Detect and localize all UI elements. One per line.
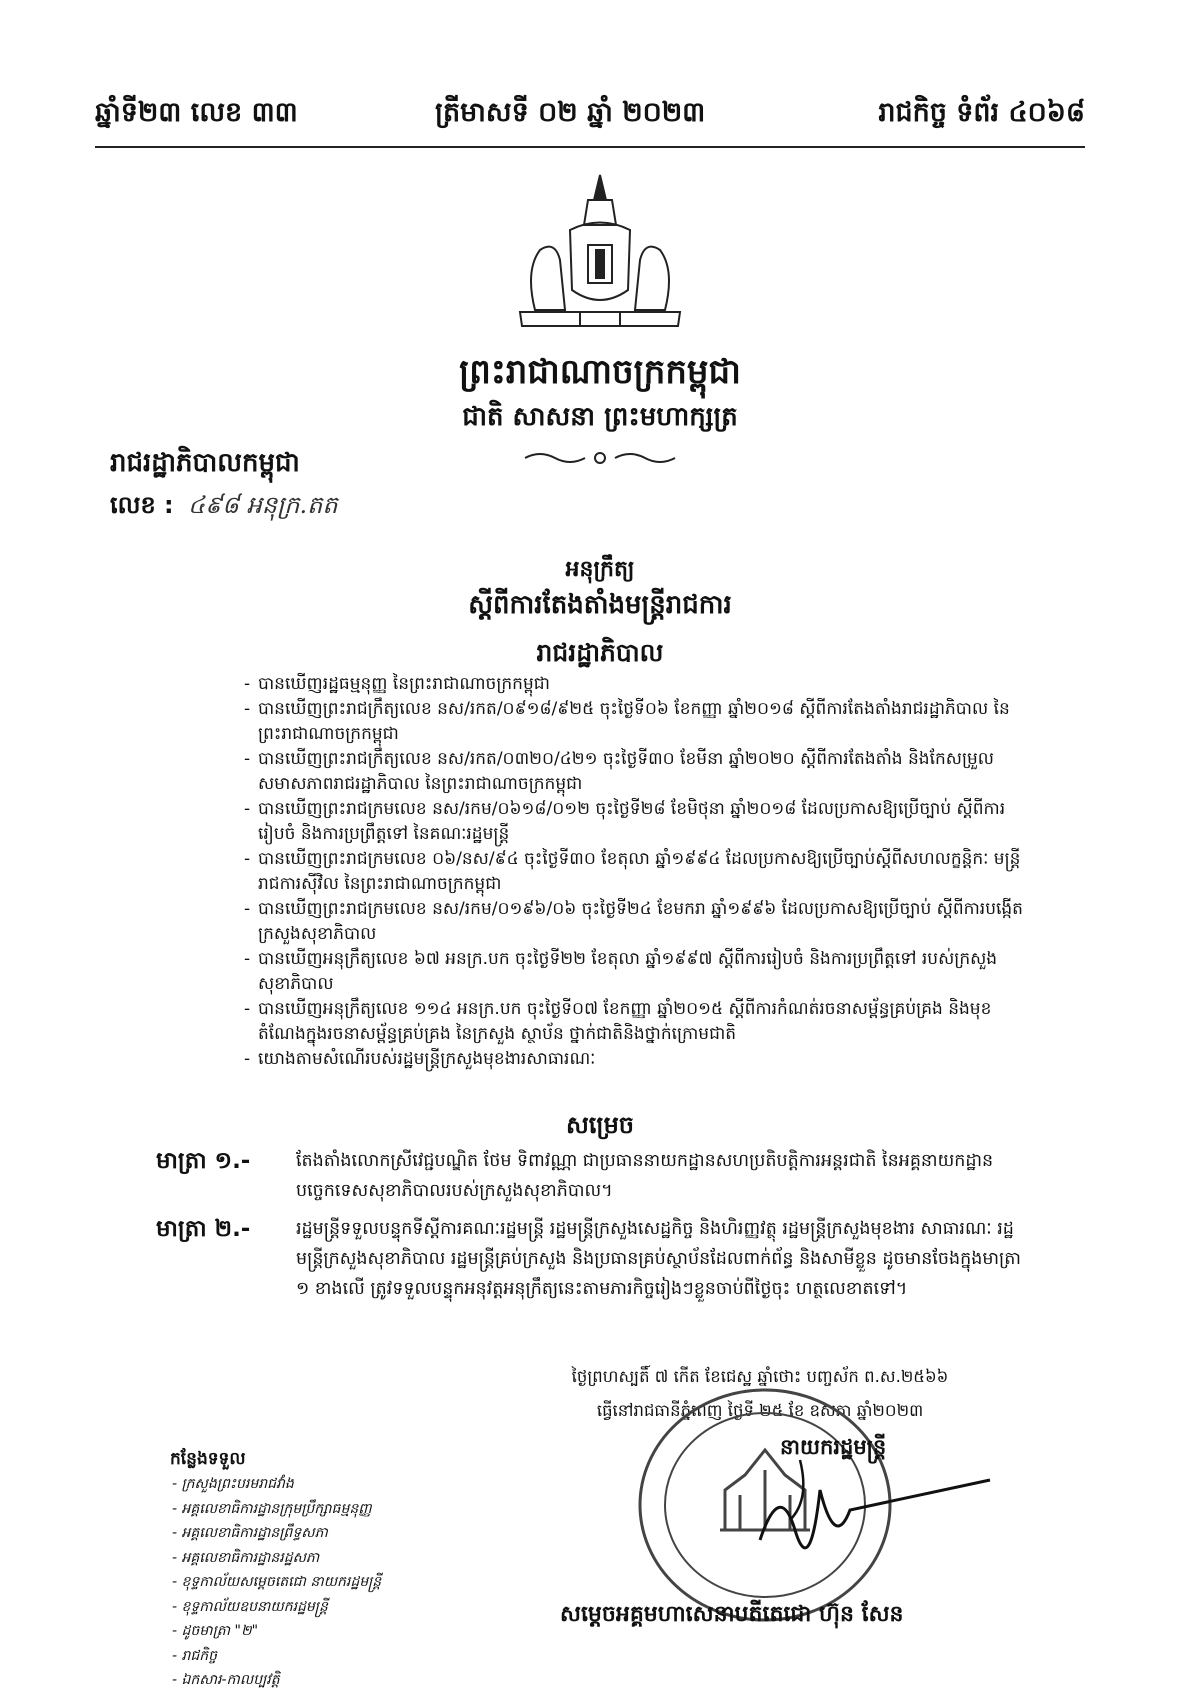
document-type: អនុក្រឹត្យ: [565, 557, 635, 582]
signatory-title: នាយករដ្ឋមន្ត្រី: [780, 1435, 887, 1459]
recipient-item: - ឯកសារ-កាលប្បវត្តិ: [172, 1672, 280, 1688]
gazette-year-number: ឆ្នាំទី២៣ លេខ ៣៣: [95, 97, 298, 128]
article-1: [156, 1146, 1028, 1206]
article-label: មាត្រា ១.-: [156, 1148, 251, 1174]
preamble-list: [248, 672, 1028, 1072]
preamble-item: - យោងតាមសំណើរបស់រដ្ឋមន្ត្រីក្រសួងមុខងារសាធារណៈ: [248, 1047, 1028, 1072]
recipient-item: - អគ្គលេខាធិការដ្ឋានរដ្ឋសភា: [172, 1549, 320, 1566]
article-label: មាត្រា ២.-: [156, 1216, 251, 1242]
article-text: រដ្ឋមន្ត្រីទទួលបន្ទុកទីស្តីការគណៈរដ្ឋមន្ត្រី រដ្ឋមន្ត្រីក្រសួងសេដ្ឋកិច្ច និងហិរញ្ញវត្ថុ រដ្ឋមន្ត្រីក្រសួងមុខងារ សាធារណៈ រដ្ឋមន្ត្រីក្រសួងសុខាភិបាល រដ្ឋមន្ត្រីគ្រប់ក្រសួង និងប្រធានគ្រប់ស្ថាប័នដែលពាក់ព័ន្ធ និងសាមីខ្លួន ដូចមានចែងក្នុងមាត្រា ១ ខាងលើ ត្រូវទទួលបន្ទុកអនុវត្តអនុក្រឹត្យនេះតាមភារកិច្ចរៀងៗខ្លួនចាប់ពីថ្ងៃចុះ ហត្ថលេខាតទៅ។: [296, 1219, 1021, 1299]
gazette-header: [95, 96, 1085, 136]
solar-date: ធ្វើនៅរាជធានីភ្នំពេញ ថ្ងៃទី ២៥ ខែ ឧសភា ឆ្នាំ២០២៣: [596, 1401, 924, 1420]
recipient-item: - ខុទ្ទកាល័យសម្តេចតេជោ នាយករដ្ឋមន្ត្រី: [172, 1574, 382, 1590]
preamble-item: - បានឃើញព្រះរាជក្រមលេខ នស/រកម/០៦១៨/០១២ ចុះថ្ងៃទី២៨ ខែមិថុនា ឆ្នាំ២០១៨ ដែលប្រកាសឱ្យប្រើច្បាប់ ស្តីពីការរៀបចំ និងការប្រព្រឹត្តទៅ នៃគណៈរដ្ឋមន្ត្រី: [248, 797, 1028, 847]
national-motto: ជាតិ សាសនា ព្រះមហាក្សត្រ: [462, 402, 738, 432]
handwritten-signature-icon: [740, 1420, 1000, 1560]
article-text: តែងតាំងលោកស្រីវេជ្ជបណ្ឌិត ថែម ទិពាវណ្ណា ជាប្រធាននាយកដ្ឋានសហប្រតិបត្តិការអន្តរជាតិ នៃអគ្គនាយកដ្ឋានបច្ចេកទេសសុខាភិបាលរបស់ក្រសួងសុខាភិបាល។: [296, 1151, 994, 1201]
recipient-item: - ខុទ្ទកាល័យឧបនាយករដ្ឋមន្ត្រី: [172, 1598, 328, 1615]
royal-coat-of-arms-icon: [510, 170, 690, 330]
signatory-name: សម្តេចអគ្គមហាសេនាបតីតេជោ ហ៊ុន សែន: [560, 1602, 904, 1627]
preamble-item: - បានឃើញរដ្ឋធម្មនុញ្ញ នៃព្រះរាជាណាចក្រកម្ពុជា: [248, 672, 1028, 697]
issuing-authority: រាជរដ្ឋាភិបាល: [536, 638, 664, 667]
preamble-item: - បានឃើញអនុក្រឹត្យលេខ ៦៧ អនក្រ.បក ចុះថ្ងៃទី២២ ខែតុលា ឆ្នាំ១៩៩៧ ស្តីពីការរៀបចំ និងការប្រព្រឹត្តទៅ របស់ក្រសួងសុខាភិបាល: [248, 947, 1028, 997]
recipient-item: - អគ្គលេខាធិការដ្ឋានក្រុមប្រឹក្សាធម្មនុញ្ញ: [172, 1500, 372, 1517]
reference-label: លេខ :: [110, 491, 174, 519]
article-2: [156, 1214, 1028, 1304]
recipient-item: - រាជកិច្ច: [172, 1647, 218, 1664]
recipients-heading: កន្លែងទទួល: [170, 1449, 246, 1469]
gazette-page: រាជកិច្ច ទំព័រ ៤០៦៨: [878, 97, 1085, 128]
kingdom-name: ព្រះរាជាណាចក្រកម្ពុជា: [459, 352, 741, 392]
lunar-date: ថ្ងៃព្រហស្បតិ៍ ៧ កើត ខែជេស្ឋ ឆ្នាំថោះ បញ្ចស័ក ព.ស.២៥៦៦: [571, 1367, 949, 1386]
preamble-item: - បានឃើញព្រះរាជក្រមលេខ ០៦/នស/៩៤ ចុះថ្ងៃទី៣០ ខែតុលា ឆ្នាំ១៩៩៤ ដែលប្រកាសឱ្យប្រើច្បាប់ស្តីពីសហលក្ខន្តិកៈ មន្ត្រីរាជការស៊ីវិល នៃព្រះរាជាណាចក្រកម្ពុជា: [248, 847, 1028, 897]
preamble-item: - បានឃើញព្រះរាជក្រឹត្យលេខ នស/រកត/០៩១៨/៩២៥ ចុះថ្ងៃទី០៦ ខែកញ្ញា ឆ្នាំ២០១៨ ស្តីពីការតែងតាំងរាជរដ្ឋាភិបាល នៃព្រះរាជាណាចក្រកម្ពុជា: [248, 697, 1028, 747]
preamble-item: - បានឃើញអនុក្រឹត្យលេខ ១១៤ អនក្រ.បក ចុះថ្ងៃទី០៧ ខែកញ្ញា ឆ្នាំ២០១៥ ស្តីពីការកំណត់រចនាសម្ព័ន្ធគ្រប់គ្រង និងមុខតំណែងក្នុងរចនាសម្ព័ន្ធគ្រប់គ្រង នៃក្រសួង ស្ថាប័ន ថ្នាក់ជាតិនិងថ្នាក់ក្រោមជាតិ: [248, 997, 1028, 1047]
preamble-item: - បានឃើញព្រះរាជក្រឹត្យលេខ នស/រកត/០៣២០/៤២១ ចុះថ្ងៃទី៣០ ខែមីនា ឆ្នាំ២០២០ ស្តីពីការតែងតាំង និងកែសម្រួល សមាសភាពរាជរដ្ឋាភិបាល នៃព្រះរាជាណាចក្រកម្ពុជា: [248, 747, 1028, 797]
header-divider: [95, 146, 1085, 148]
gazette-quarter: ត្រីមាសទី ០២ ឆ្នាំ ២០២៣: [435, 97, 706, 128]
decision-heading: សម្រេច: [565, 1111, 635, 1139]
recipient-item: - ដូចមាត្រា "២": [172, 1623, 259, 1639]
reference-number: [110, 490, 338, 525]
issuing-government: រាជរដ្ឋាភិបាលកម្ពុជា: [110, 448, 300, 478]
recipient-item: - ក្រសួងព្រះបរមរាជវាំង: [172, 1476, 294, 1492]
preamble-item: - បានឃើញព្រះរាជក្រមលេខ នស/រកម/០១៩៦/០៦ ចុះថ្ងៃទី២៤ ខែមករា ឆ្នាំ១៩៩៦ ដែលប្រកាសឱ្យប្រើច្បាប់ ស្តីពីការបង្កើតក្រសួងសុខាភិបាល: [248, 897, 1028, 947]
reference-value: ៤៩៨ អនុក្រ.តត: [188, 491, 338, 519]
ornament-divider-icon: [520, 448, 680, 468]
document-subject: ស្តីពីការតែងតាំងមន្ត្រីរាជការ: [468, 590, 732, 620]
recipient-item: - អគ្គលេខាធិការដ្ឋានព្រឹទ្ធសភា: [172, 1525, 328, 1541]
recipients-list: [172, 1472, 381, 1693]
